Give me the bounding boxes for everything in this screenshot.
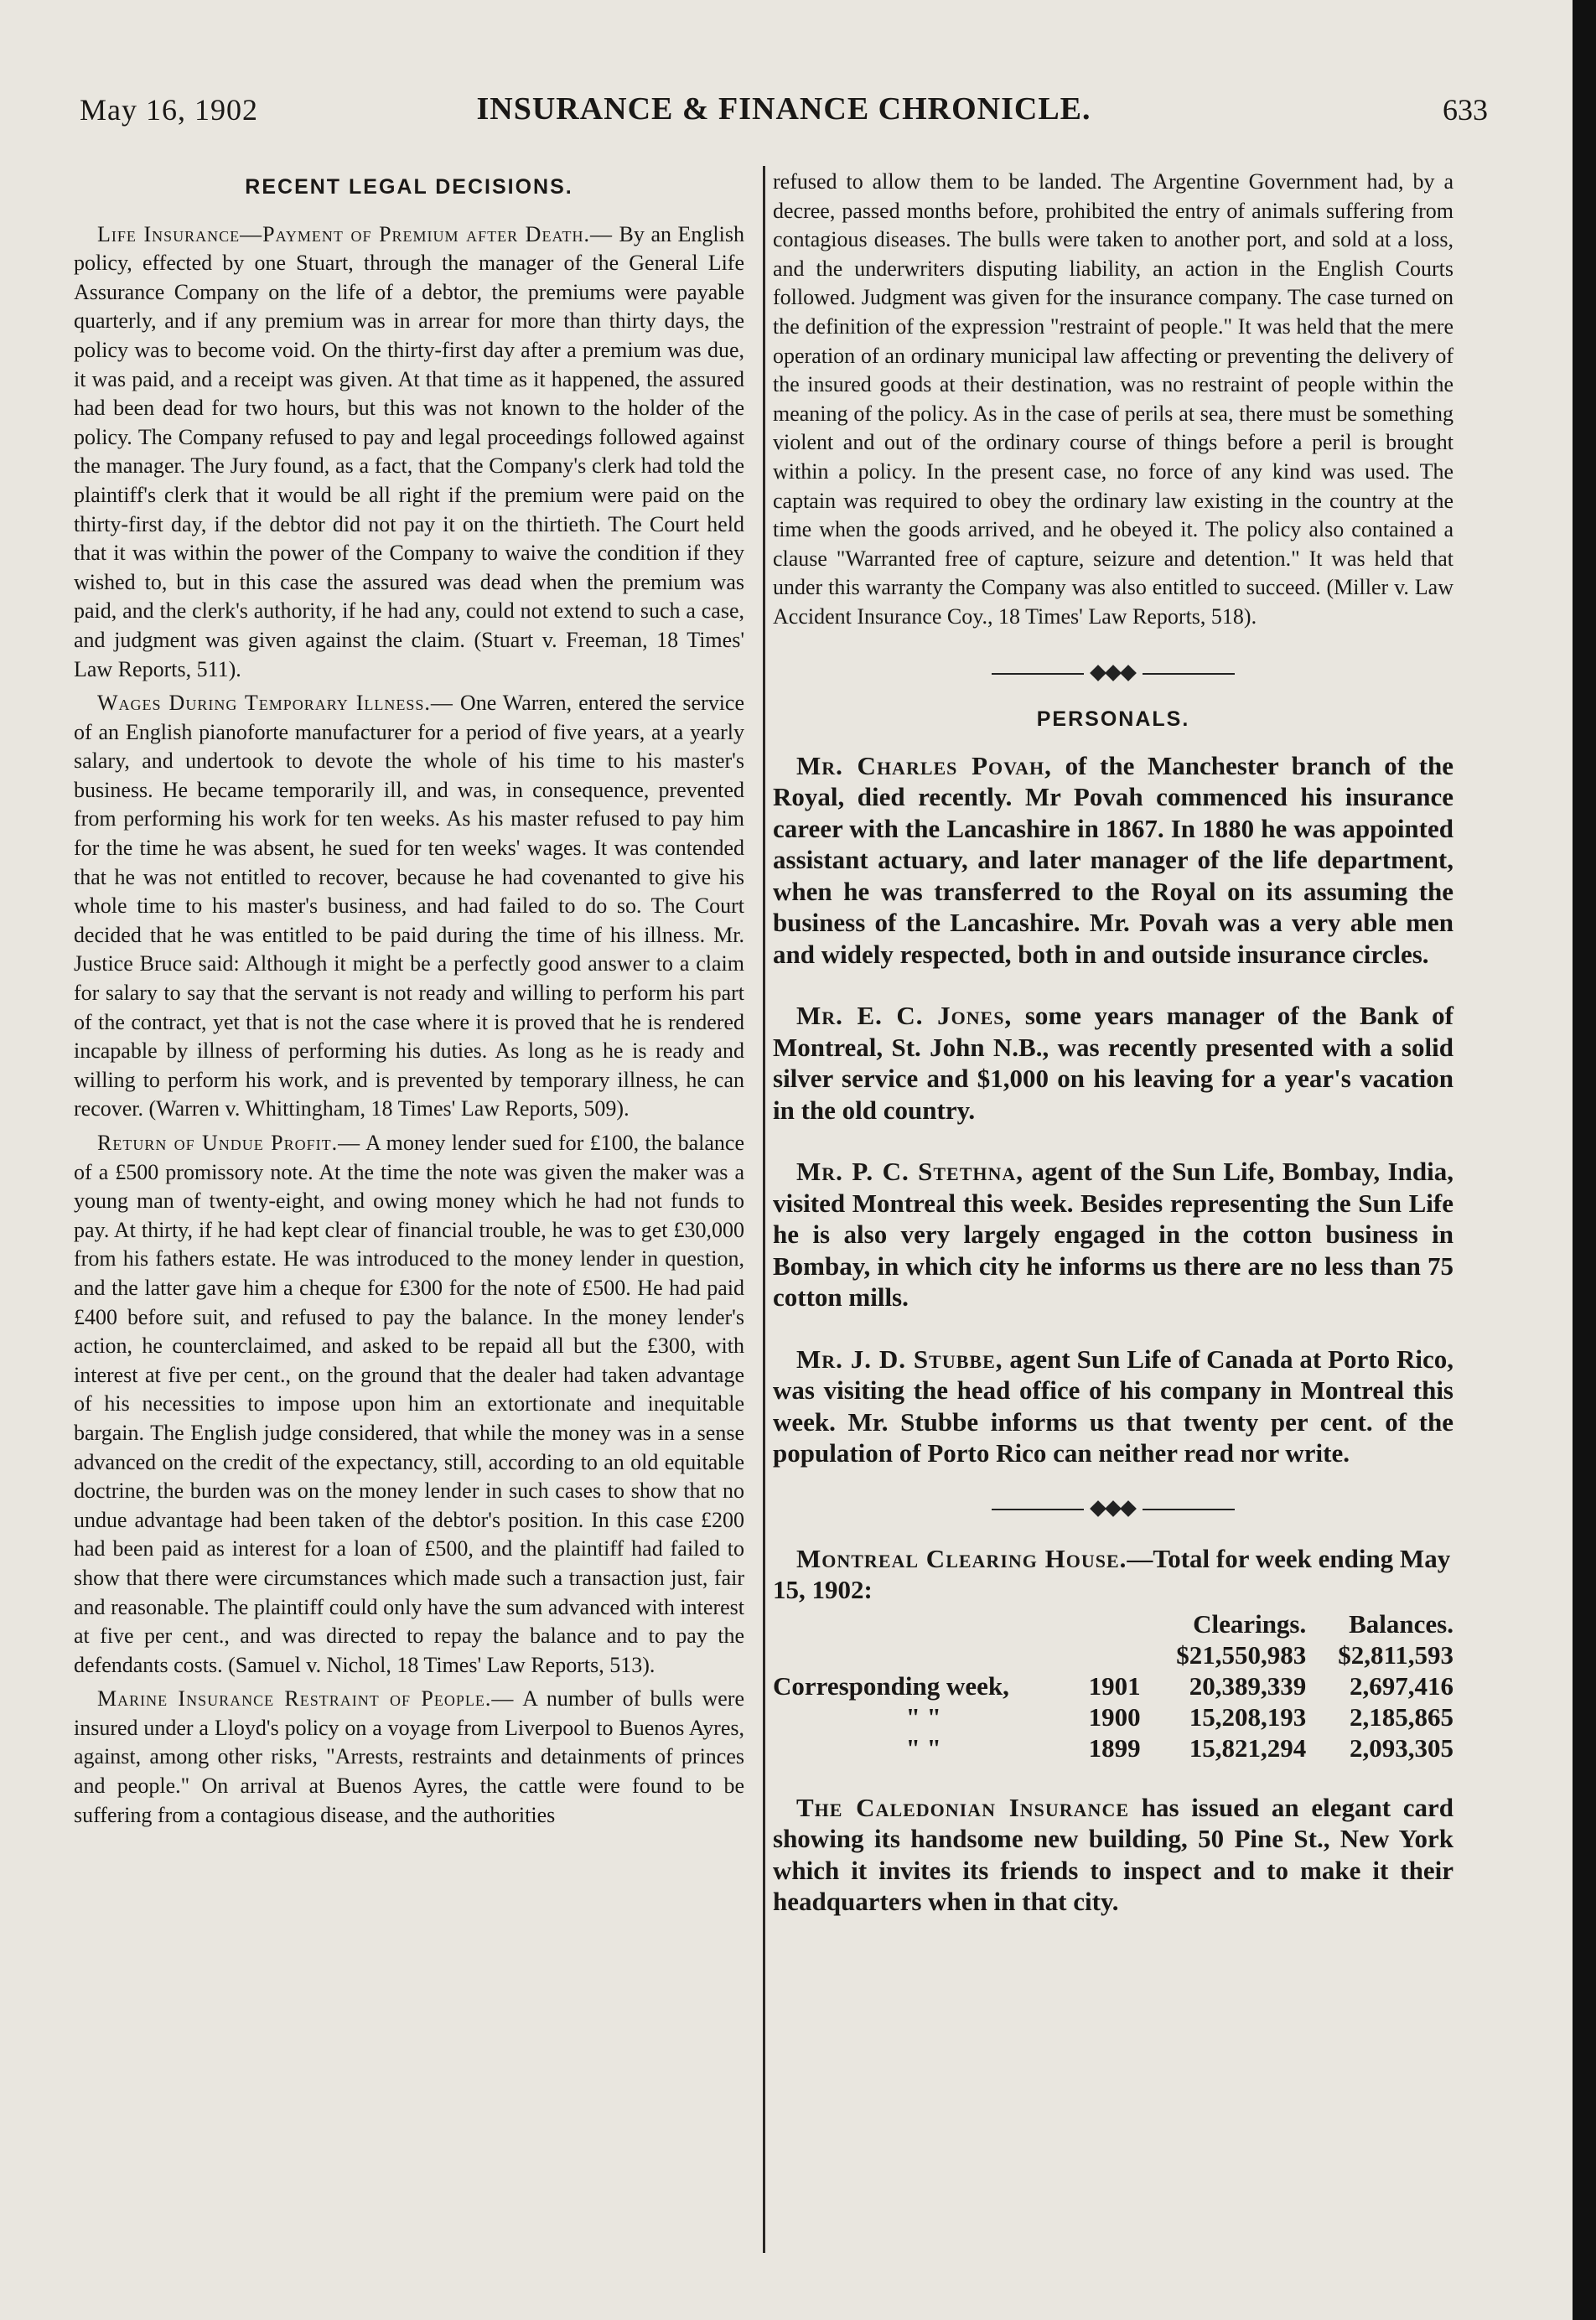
legal-item-life-insurance (74, 220, 744, 685)
clearing-house-report (773, 1543, 1454, 1763)
clearing-header-row (773, 1608, 1454, 1639)
legal-item-body: A number of bulls were insured under a Lloyd's policy on a voyage from Liverpool to Buenos Ayres, against, among other risks, "Arrests, restraints and detainments of princes and people." On arrival at Buenos Ayres, the cattle were found to be suffering from a contagious disease, and the authorities (74, 1686, 744, 1827)
column-rule (763, 166, 765, 2253)
personal-name: Mr. P. C. Stethna, (796, 1157, 1024, 1186)
legal-item-body: One Warren, entered the service of an English pianoforte manufacturer for a period of five years, at a yearly salary, and undertook to devote the whole of his time to his master's business. He became temporarily ill, and was, in consequence, prevented from performing his work for ten weeks. As his master refused to pay him for the time he was absent, he sued for ten weeks' wages. It was contended that he was not entitled to recover, because he had covenanted to give his whole time to his master's business, and had failed to do so. The Court decided that he was entitled to be paid during the time of his illness. Mr. Justice Bruce said: Although it might be a perfectly good answer to a claim for salary to say that the servant is not ready and willing to perform his part of the contract, yet that is not the case where it is proved that he is rendered incapable by illness of performing his duties. As long as he is ready and willing to perform his work, and is prevented by temporary illness, he can recover. (Warren v. Whittingham, 18 Times' Law Reports, 509). (74, 691, 745, 1121)
legal-decisions-title: RECENT LEGAL DECISIONS. (245, 175, 573, 199)
legal-item-wages (74, 689, 744, 1124)
personal-body: agent Sun Life of Canada at Porto Rico, was visiting the head office of his company in Montreal this week. Mr. Stubbe informs us that twenty per cent. of the population of Porto Rico can neither read nor write. (773, 1344, 1454, 1468)
legal-item-heading: Marine Insurance Restraint of People.— (97, 1686, 515, 1712)
personal-body: some years manager of the Bank of Montreal, St. John N.B., was recently presented with a solid silver service and $1,000 on his leaving for a year's vacation in the old country. (773, 1001, 1454, 1125)
col-clearings: Clearings. (1193, 1608, 1307, 1639)
legal-item-marine (74, 1685, 744, 1830)
legal-item-heading: Wages During Temporary Illness.— (97, 691, 453, 716)
clearing-house-intro: —Total for week ending May 15, 1902: (773, 1543, 1451, 1604)
personal-name: Mr. J. D. Stubbe, (796, 1344, 1003, 1374)
issue-date: May 16, 1902 (80, 93, 258, 127)
personal-item (773, 1344, 1454, 1469)
personals-list (773, 750, 1454, 1469)
running-head (80, 84, 1488, 134)
caledonian-notice (773, 1792, 1454, 1918)
personal-item (773, 1000, 1454, 1126)
legal-item-heading: Return of Undue Profit.— (97, 1131, 361, 1155)
clearing-table (773, 1608, 1454, 1763)
right-column (773, 168, 1454, 1918)
caledonian-body: has issued an elegant card showing its handsome new building, 50 Pine St., New York which it invites its friends to inspect and to make it their headquarters when in that city. (773, 1792, 1454, 1916)
marine-continuation (773, 168, 1454, 632)
clearing-house-lead: Montreal Clearing House. (796, 1543, 1127, 1573)
continuation-text: refused to allow them to be landed. The Argentine Government had, by a decree, passed months before, prohibited the entry of animals suffering from contagious diseases. The bulls were taken to another port, and sold at a loss, and the underwriters disputing liability, an action in the English Courts followed. Judgment was given for the insurance company. The case turned on the definition of the expression "restraint of people." It was held that the mere operation of an ordinary municipal law affecting or preventing the delivery of the insured goods at their destination, was no restraint of people within the meaning of the policy. As in the case of perils at sea, there must be something violent and out of the ordinary course of things before a peril is brought within a policy. In the present case, no force of any kind was used. The captain was required to obey the ordinary law existing in the country at the time when the goods arrived, and he obeyed it. The policy also contained a clause "Warranted free of capture, seizure and detention." It was held that under this warranty the Company was also entitled to succeed. (Miller v. Law Accident Insurance Coy., 18 Times' Law Reports, 518). (773, 169, 1454, 629)
personals-title: PERSONALS. (1036, 707, 1190, 731)
legal-item-heading: Life Insurance—Payment of Premium after Death.— (97, 221, 613, 246)
personal-name: Mr. Charles Povah, (796, 750, 1052, 780)
personal-item (773, 1156, 1454, 1313)
ornament-divider (992, 665, 1235, 682)
publication-title: INSURANCE & FINANCE CHRONICLE. (476, 91, 1091, 127)
table-row: " " 1899 15,821,294 2,093,305 (905, 1732, 1454, 1763)
personal-body: agent of the Sun Life, Bombay, India, visited Montreal this week. Besides representing the Sun Life he is also very largely engaged in the cotton business in Bombay, in which city he informs us there are no less than 75 cotton mills. (773, 1157, 1454, 1312)
personal-item (773, 750, 1454, 971)
ornament-divider (992, 1501, 1235, 1518)
legal-item-undue-profit (74, 1129, 744, 1680)
col-balances: Balances. (1349, 1608, 1454, 1639)
table-row: Corresponding week, 1901 20,389,339 2,697,416 (773, 1670, 1454, 1701)
legal-item-body: By an English policy, effected by one Stuart, through the manager of the General Life Assurance Company on the life of a debtor, the premiums were payable quarterly, and if any premium was in arrear for more than thirty days, the policy was to become void. On the thirty-first day after a premium was due, it was paid, and a receipt was given. At that time as it happened, the assured had been dead for two hours, but this was not known to the holder of the policy. The Company refused to pay and legal proceedings followed against the manager. The Jury found, as a fact, that the Company's clerk had told the plaintiff's clerk that it would be all right if the premium were paid on the thirty-first day, if the debtor did not pay it on the thirtieth. The Court held that it was within the power of the Company to waive the condition if they wished to, but in this case the assured was dead when the premium was paid, and the clerk's authority, if he had any, could not extend to such a case, and judgment was given against the claim. (Stuart v. Freeman, 18 Times' Law Reports, 511). (74, 221, 744, 681)
caledonian-lead: The Caledonian Insurance (796, 1792, 1130, 1822)
personal-body: of the Manchester branch of the Royal, died recently. Mr Povah commenced his insurance career with the Lancashire in 1867. In 1880 he was appointed assistant actuary, and later manager of the life department, when he was transferred to the Royal on its assuming the business of the Lancashire. Mr. Povah was a very able men and widely respected, both in and outside insurance circles. (773, 750, 1454, 969)
legal-item-body: A money lender sued for £100, the balance of a £500 promissory note. At the time the note was given the maker was a young man of twenty-eight, and owing money which he had not funds to pay. At thirty, if he had kept clear of financial trouble, he was to get £30,000 from his fathers estate. He was introduced to the money lender in question, and the latter gave him a cheque for £300 for the note of £500. He had paid £400 before suit, and refused to pay the balance. In the money lender's action, he counterclaimed, and asked to be repaid all but the £300, with interest at five per cent., on the ground that the dealer had taken advantage of his necessities to impose upon him an extortionate and inequitable bargain. The English judge considered, that while the money was in a sense advanced on the credit of the expectancy, still, according to an old equitable doctrine, the burden was on the money lender in such cases to show that no undue advantage had been taken of the debtor's position. In this case £200 had been paid as interest for a loan of £500, and the plaintiff had failed to show that there were circumstances which made such a transaction just, fair and reasonable. The plaintiff could only have the sum advanced with interest at five per cent., and was directed to repay the balance and to pay the defendants costs. (Samuel v. Nichol, 18 Times' Law Reports, 513). (74, 1131, 744, 1677)
table-row: $21,550,983 $2,811,593 (1176, 1639, 1454, 1670)
personal-name: Mr. E. C. Jones, (796, 1001, 1013, 1030)
page-number: 633 (1443, 93, 1488, 127)
left-column (74, 168, 744, 1835)
table-row: " " 1900 15,208,193 2,185,865 (905, 1701, 1454, 1732)
